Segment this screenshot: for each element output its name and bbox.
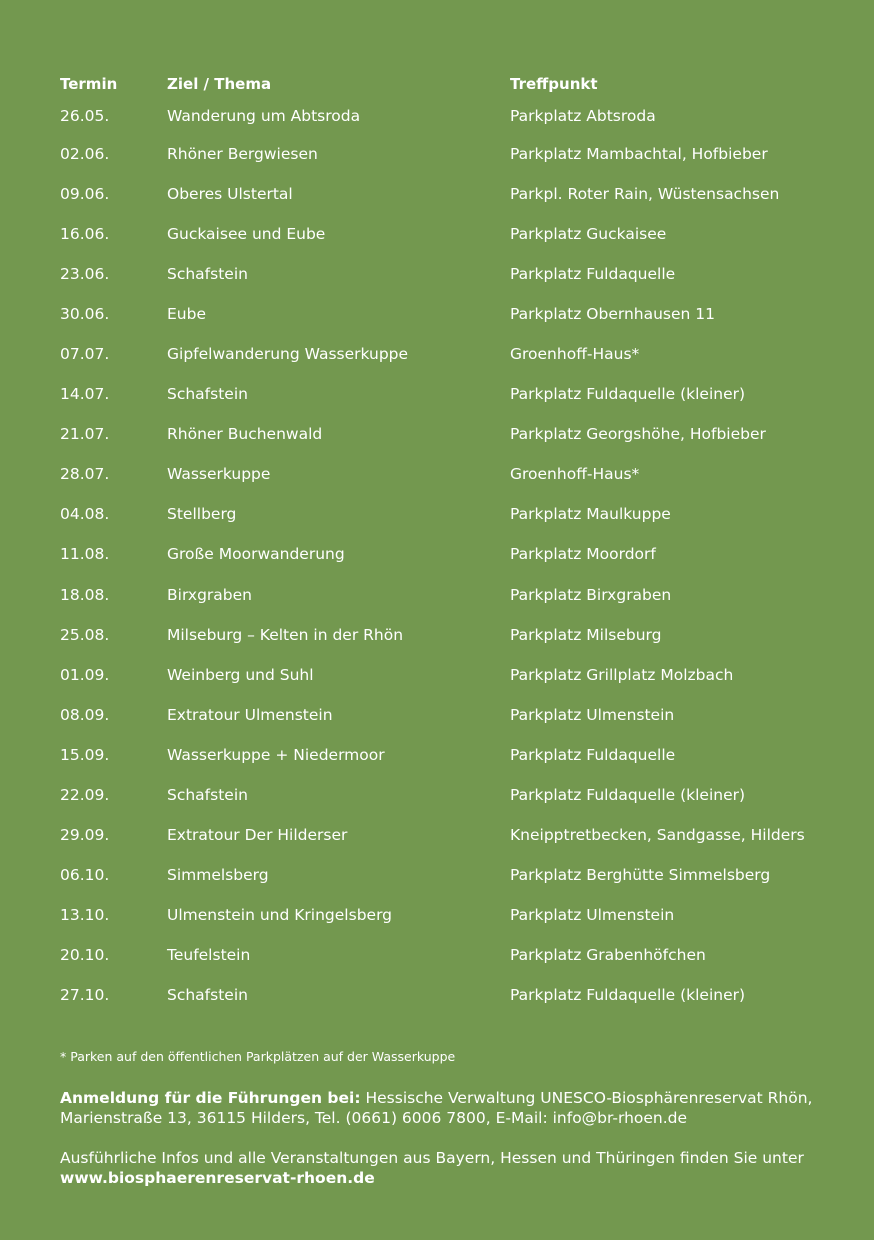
cell-topic: Milseburg – Kelten in der Rhön [167,625,404,644]
table-row [60,534,840,574]
header-date: Termin [60,74,118,93]
cell-meeting-point: Parkplatz Georgshöhe, Hofbieber [510,425,766,444]
website-link[interactable]: www.biosphaerenreservat-rhoen.de [60,1169,375,1187]
cell-meeting-point: Parkplatz Fuldaquelle (kleiner) [510,785,746,804]
cell-date: 13.10. [60,905,110,924]
cell-topic: Extratour Ulmenstein [167,705,333,724]
cell-date: 27.10. [60,986,110,1004]
cell-topic: Ulmenstein und Kringelsberg [167,905,393,924]
table-row [60,775,840,815]
cell-meeting-point: Parkplatz Ulmenstein [510,905,675,924]
cell-topic: Schafstein [167,385,248,404]
cell-date: 01.09. [60,665,110,684]
table-row [60,414,840,454]
cell-topic: Schafstein [167,265,248,284]
cell-meeting-point: Parkplatz Berghütte Simmelsberg [510,865,771,884]
cell-date: 09.06. [60,185,110,204]
cell-topic: Simmelsberg [167,865,269,884]
cell-topic: Wasserkuppe [167,465,271,484]
cell-meeting-point: Parkplatz Moordorf [510,545,656,564]
more-info [60,1148,850,1188]
cell-meeting-point: Parkplatz Guckaisee [510,225,667,244]
cell-topic: Rhöner Bergwiesen [167,145,318,164]
table-row [60,655,840,695]
cell-meeting-point: Parkplatz Fuldaquelle (kleiner) [510,385,746,404]
cell-date: 07.07. [60,345,110,364]
registration-label: Anmeldung für die Führungen bei: [60,1089,361,1107]
table-row [60,214,840,254]
cell-meeting-point: Parkplatz Fuldaquelle (kleiner) [510,986,746,1004]
cell-meeting-point: Parkplatz Ulmenstein [510,705,675,724]
cell-date: 25.08. [60,625,110,644]
cell-meeting-point: Parkplatz Fuldaquelle [510,745,676,764]
cell-topic: Wasserkuppe + Niedermoor [167,745,385,764]
table-row [60,174,840,214]
table-row [60,615,840,655]
cell-topic: Stellberg [167,505,237,524]
cell-topic: Große Moorwanderung [167,545,345,564]
cell-meeting-point: Parkplatz Abtsroda [510,106,656,125]
header-topic: Ziel / Thema [167,74,272,93]
table-row [60,334,840,374]
cell-date: 21.07. [60,425,110,444]
cell-topic: Eube [167,305,206,324]
cell-topic: Wanderung um Abtsroda [167,106,361,125]
cell-topic: Teufelstein [167,945,251,964]
registration-info [60,1088,850,1128]
cell-topic: Rhöner Buchenwald [167,425,323,444]
registration-text: Hessische Verwaltung UNESCO-Biosphärenreservat Rhön, Marienstraße 13, 36115 Hilders, Tel. (0661) 6006 7800, E-Mail: info@br-rhoen.de [60,1089,813,1127]
cell-date: 04.08. [60,505,110,524]
cell-date: 29.09. [60,825,110,844]
schedule-body [60,97,840,1015]
cell-meeting-point: Parkpl. Roter Rain, Wüstensachsen [510,185,780,204]
cell-topic: Oberes Ulstertal [167,185,293,204]
cell-topic: Gipfelwanderung Wasserkuppe [167,345,409,364]
header-meeting-point: Treffpunkt [510,74,598,93]
cell-date: 14.07. [60,385,110,404]
cell-date: 30.06. [60,305,110,324]
table-row [60,695,840,735]
cell-date: 20.10. [60,945,110,964]
cell-meeting-point: Parkplatz Fuldaquelle [510,265,676,284]
cell-date: 26.05. [60,106,110,125]
cell-meeting-point: Kneipptretbecken, Sandgasse, Hilders [510,825,805,844]
cell-date: 22.09. [60,785,110,804]
cell-date: 15.09. [60,745,110,764]
table-row [60,454,840,494]
table-row [60,134,840,174]
table-row [60,935,840,975]
schedule-table [60,70,840,1015]
cell-topic: Extratour Der Hilderser [167,825,348,844]
cell-meeting-point: Parkplatz Grillplatz Molzbach [510,665,734,684]
cell-meeting-point: Groenhoff-Haus* [510,345,640,364]
table-row [60,975,840,1015]
table-row [60,895,840,935]
cell-topic: Weinberg und Suhl [167,665,314,684]
cell-date: 08.09. [60,705,110,724]
cell-date: 23.06. [60,265,110,284]
table-row [60,294,840,334]
cell-date: 16.06. [60,225,110,244]
table-row [60,575,840,615]
cell-meeting-point: Parkplatz Maulkuppe [510,505,671,524]
cell-topic: Guckaisee und Eube [167,225,326,244]
parking-footnote: * Parken auf den öffentlichen Parkplätzen auf der Wasserkuppe [60,1049,456,1064]
cell-meeting-point: Parkplatz Grabenhöfchen [510,945,706,964]
table-row [60,97,840,134]
table-row [60,815,840,855]
table-row [60,254,840,294]
cell-date: 06.10. [60,865,110,884]
cell-meeting-point: Parkplatz Birxgraben [510,585,672,604]
cell-date: 11.08. [60,545,110,564]
table-row [60,735,840,775]
table-row [60,374,840,414]
table-row [60,855,840,895]
cell-topic: Schafstein [167,785,248,804]
cell-date: 18.08. [60,585,110,604]
more-info-text: Ausführliche Infos und alle Veranstaltungen aus Bayern, Hessen und Thüringen finden Sie unter [60,1149,804,1167]
cell-meeting-point: Groenhoff-Haus* [510,465,640,484]
table-row [60,494,840,534]
cell-date: 28.07. [60,465,110,484]
cell-topic: Schafstein [167,986,248,1004]
cell-meeting-point: Parkplatz Milseburg [510,625,662,644]
cell-meeting-point: Parkplatz Obernhausen 11 [510,305,716,324]
cell-topic: Birxgraben [167,585,252,604]
table-header-row [60,70,840,97]
cell-meeting-point: Parkplatz Mambachtal, Hofbieber [510,145,768,164]
cell-date: 02.06. [60,145,110,164]
